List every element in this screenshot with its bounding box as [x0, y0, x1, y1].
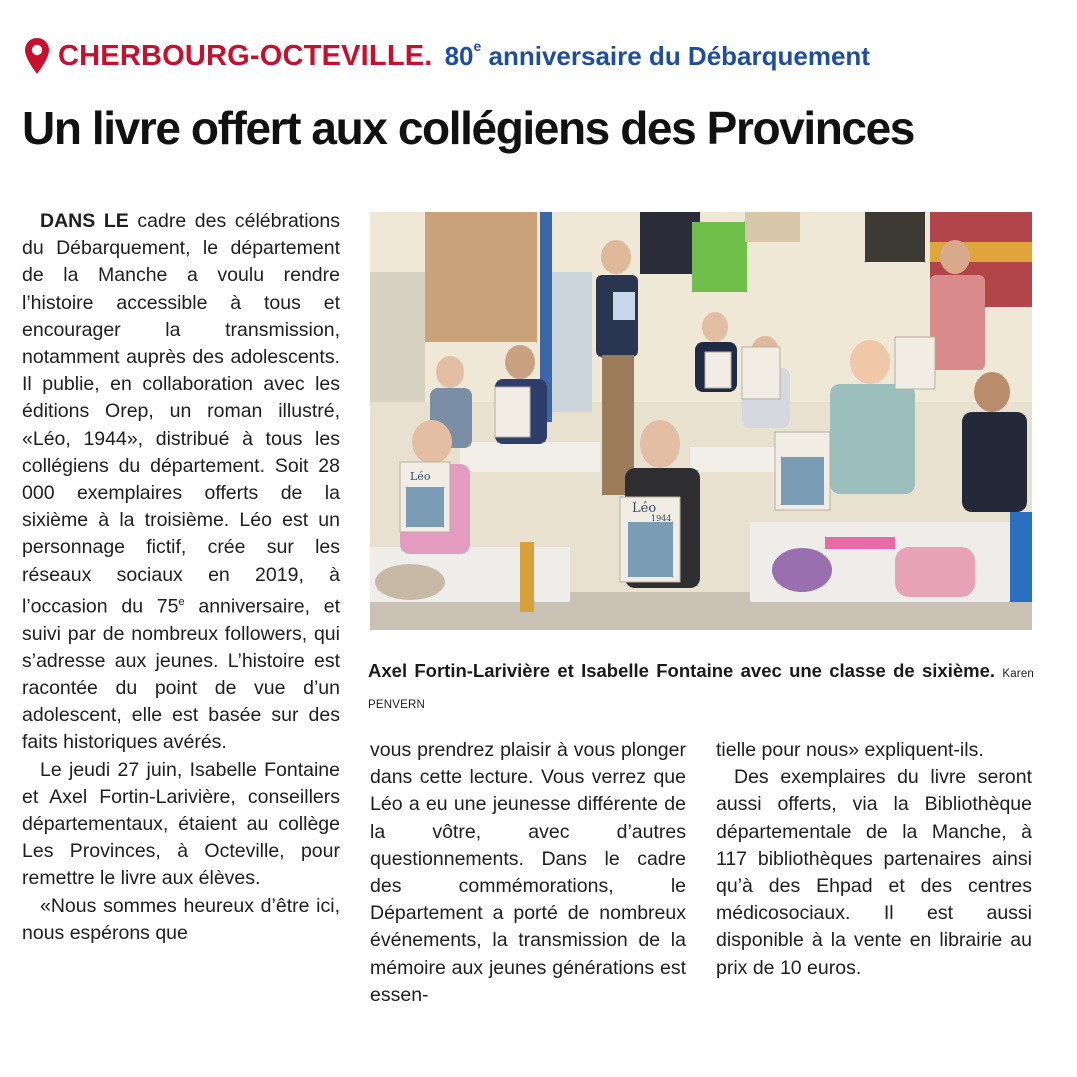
book-title: Léo [632, 501, 657, 516]
article-paragraph: DANS LE cadre des célébrations du Débarquement, le département de la Manche a voulu rendre l’histoire accessible à tous et encourager la transmission, notamment auprès des adolescents. Il publie, en collaboration avec les éditions Orep, un roman illustré, «Léo, 1944», distribué à tous les collégiens du département. Soit 28 000 exemplaires offerts de la sixième à la troisième. Léo est un personnage fictif, crée sur les réseaux sociaux en 2019, à l’occasion du 75e anniversaire, et suivi par de nombreux followers, qui s’adresse aux jeunes. L’histoire est racontée du point de vue d’un adolescent, elle est basée sur des faits historiques avérés. [22, 210, 341, 754]
location-pin-icon [24, 37, 50, 75]
article-column-2 [370, 737, 686, 1009]
article-headline: Un livre offert aux collégiens des Provinces [22, 102, 914, 154]
article-paragraph: «Nous sommes heureux d’être ici, nous espérons que [22, 894, 340, 944]
article-photo [370, 212, 1032, 630]
classroom-photo-illustration [370, 212, 1032, 630]
article-paragraph: vous prendrez plaisir à vous plonger dans cette lecture. Vous verrez que Léo a eu une jeunesse différente de la vôtre, avec d’autres questionnements. Dans le cadre des commémorations, le Département a porté de nombreux événements, la transmission de la mémoire aux jeunes générations est essen- [370, 739, 686, 1006]
article-column-1 [22, 208, 340, 947]
article-column-3 [716, 737, 1032, 982]
article-paragraph: Le jeudi 27 juin, Isabelle Fontaine et Axel Fortin-Larivière, conseillers départementaux, étaient au collège Les Provinces, à Octeville, pour remettre le livre aux élèves. [22, 758, 340, 890]
article-paragraph: Des exemplaires du livre seront aussi offerts, via la Bibliothèque départementale de la Manche, à 117 bibliothèques partenaires ainsi qu’à des Ehpad et des centres médicosociaux. Il est aussi disponible à la vente en librairie au prix de 10 euros. [716, 766, 1032, 979]
book-title: Léo [410, 470, 431, 483]
kicker-city: CHERBOURG-OCTEVILLE. [58, 39, 433, 72]
section-kicker [24, 36, 870, 76]
photo-credit: Karen PENVERN [368, 668, 1035, 711]
article-paragraph: tielle pour nous» expliquent-ils. [716, 739, 984, 761]
kicker-subject: 80e anniversaire du Débarquement [444, 37, 870, 71]
book-year: 1944 [651, 514, 672, 523]
photo-caption: Axel Fortin-Larivière et Isabelle Fontaine avec une classe de sixième. Karen PENVERN [368, 660, 1035, 711]
